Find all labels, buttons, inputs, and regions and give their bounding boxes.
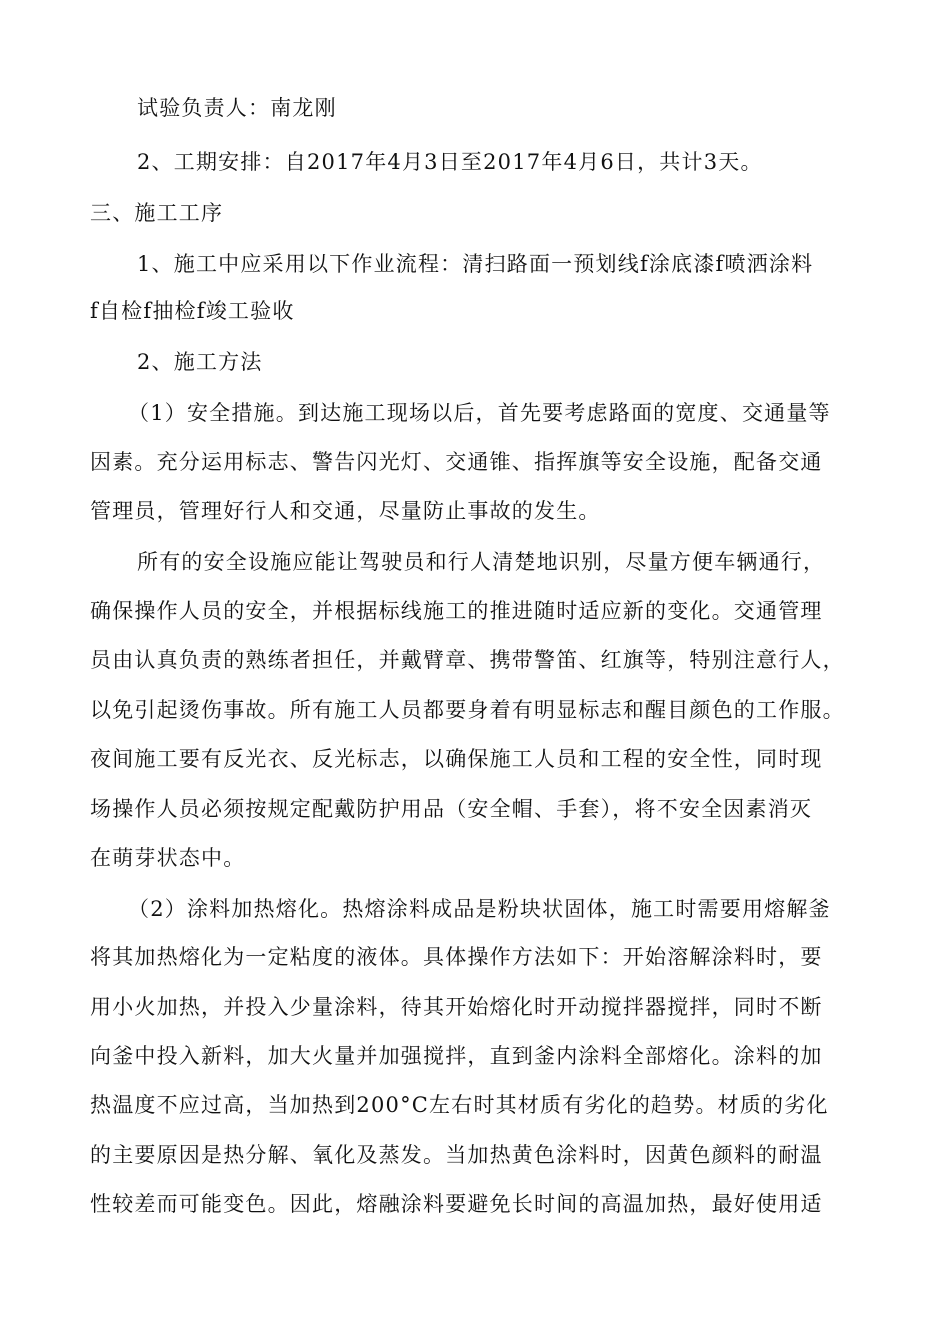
paragraph-heating-line-5: 热温度不应过高，当加热到200°C左右时其材质有劣化的趋势。材质的劣化 xyxy=(90,1093,829,1117)
paragraph-facilities-line-2: 确保操作人员的安全，并根据标线施工的推进随时适应新的变化。交通管理 xyxy=(90,599,823,623)
paragraph-heating-line-3: 用小火加热，并投入少量涂料，待其开始熔化时开动搅拌器搅拌，同时不断 xyxy=(90,995,823,1019)
paragraph-safety-line-1: （1）安全措施。到达施工现场以后，首先要考虑路面的宽度、交通量等 xyxy=(128,401,831,425)
paragraph-heating-line-4: 向釜中投入新料，加大火量并加强搅拌，直到釜内涂料全部熔化。涂料的加 xyxy=(90,1044,823,1068)
line-test-supervisor: 试验负责人：南龙刚 xyxy=(137,96,337,120)
paragraph-facilities-line-1: 所有的安全设施应能让驾驶员和行人清楚地识别，尽量方便车辆通行， xyxy=(137,550,826,574)
paragraph-facilities-line-7: 在萌芽状态中。 xyxy=(90,846,246,870)
subheading-construction-method: 2、施工方法 xyxy=(137,350,263,374)
paragraph-workflow-line-1: 1、施工中应采用以下作业流程：清扫路面一预划线f涂底漆f喷洒涂料 xyxy=(137,252,814,276)
paragraph-safety-line-3: 管理员，管理好行人和交通，尽量防止事故的发生。 xyxy=(90,499,601,523)
paragraph-workflow-line-2: f自检f抽检f竣工验收 xyxy=(90,299,295,323)
paragraph-safety-line-2: 因素。充分运用标志、警告闪光灯、交通锥、指挥旗等安全设施，配备交通 xyxy=(90,450,823,474)
paragraph-facilities-line-6: 场操作人员必须按规定配戴防护用品（安全帽、手套），将不安全因素消灭 xyxy=(90,797,813,821)
paragraph-heating-line-1: （2）涂料加热熔化。热熔涂料成品是粉块状固体，施工时需要用熔解釜 xyxy=(128,897,831,921)
paragraph-heating-line-6: 的主要原因是热分解、氧化及蒸发。当加热黄色涂料时，因黄色颜料的耐温 xyxy=(90,1143,823,1167)
paragraph-facilities-line-5: 夜间施工要有反光衣、反光标志，以确保施工人员和工程的安全性，同时现 xyxy=(90,747,823,771)
line-schedule: 2、工期安排：自2017年4月3日至2017年4月6日，共计3天。 xyxy=(137,150,763,174)
section-heading-construction-process: 三、施工工序 xyxy=(90,201,224,225)
paragraph-facilities-line-3: 员由认真负责的熟练者担任，并戴臂章、携带警笛、红旗等，特别注意行人， xyxy=(90,648,845,672)
paragraph-facilities-line-4: 以免引起烫伤事故。所有施工人员都要身着有明显标志和醒目颜色的工作服。 xyxy=(90,698,845,722)
paragraph-heating-line-7: 性较差而可能变色。因此，熔融涂料要避免长时间的高温加热，最好使用适 xyxy=(90,1192,823,1216)
paragraph-heating-line-2: 将其加热熔化为一定粘度的液体。具体操作方法如下：开始溶解涂料时，要 xyxy=(90,945,823,969)
